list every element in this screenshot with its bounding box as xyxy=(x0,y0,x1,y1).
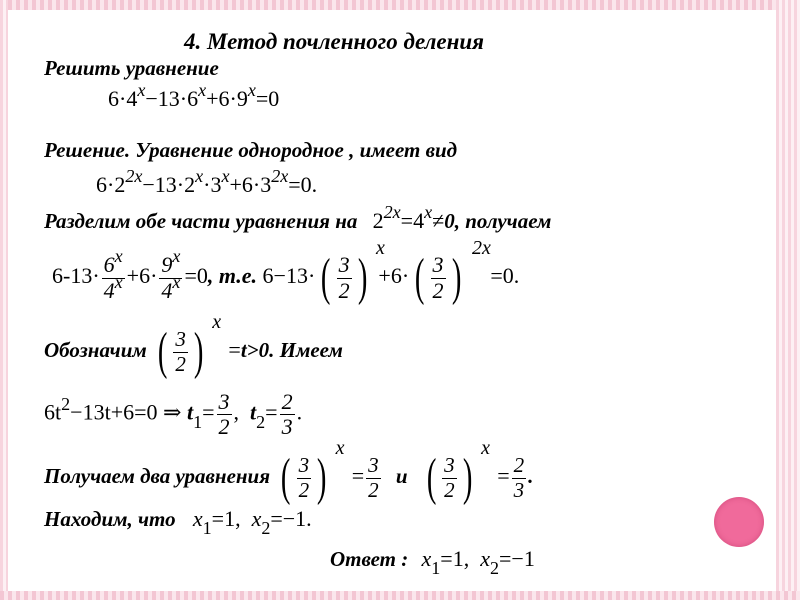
decorative-frame-left xyxy=(0,0,8,600)
get-two-text: Получаем два уравнения xyxy=(44,463,271,488)
divided-equation: 6-13· $\frac{6^x}{4^x}$ +6· $\frac{9^x}{4^x}$ =0, т.е. 6−13· ( $\frac{3}{2}$ ) x +6· ( $\frac{3}{2}$ ) 2x =0. xyxy=(52,237,520,306)
decorative-frame-top xyxy=(0,0,800,10)
quadratic-equation: $6t^2-13t+6=0$ ⇒ $t_1=$ $\frac{3}{2}$ , $t_2=$ $\frac{2}{3}$ . xyxy=(44,389,303,440)
fraction-6x-4x: $\frac{6^x}{4^x}$ xyxy=(103,246,123,303)
denote-text: Обозначим xyxy=(44,337,147,362)
fraction-9x-4x: $\frac{9^x}{4^x}$ xyxy=(161,246,181,303)
solution-text: Решение. Уравнение однородное , имеет вид xyxy=(44,138,458,162)
decorative-frame-bottom xyxy=(0,591,800,600)
answer-line: Ответ : $x_1=1$, $x_2=-1$ xyxy=(330,546,535,579)
paren-eq1: ( $\frac{3}{2}$ ) x xyxy=(281,437,345,506)
task-label: Решить уравнение xyxy=(44,56,219,80)
find-text: Находим, что xyxy=(44,507,176,531)
slide-title: 4. Метод почленного деления xyxy=(184,29,484,54)
divide-condition: 0, получаем xyxy=(444,209,552,233)
denote-condition: t>0. Имеем xyxy=(240,337,343,362)
homogeneous-equation: $6\cdot 2^{2x}-13\cdot 2^x\cdot 3^x+6\cdot 3^{2x}=0$. xyxy=(96,166,318,197)
find-line: Находим, что $x_1=1$, $x_2=-1$. xyxy=(44,506,312,539)
paren-3-2-2x: ( $\frac{3}{2}$ ) 2x xyxy=(415,237,491,306)
decorative-frame-right xyxy=(776,0,800,600)
paren-3-2-x-t: ( $\frac{3}{2}$ ) x xyxy=(157,311,222,380)
paren-3-2-x: ( $\frac{3}{2}$ ) x xyxy=(321,237,385,306)
two-equations-line: Получаем два уравнения ( $\frac{3}{2}$ ) x = $\frac{3}{2}$ и ( $\frac{3}{2}$ ) x = $\frac{2}{3}$ . xyxy=(44,437,534,506)
denote-line: Обозначим ( $\frac{3}{2}$ ) x =t>0. Имеем xyxy=(44,311,343,380)
divide-text: Разделим обе части уравнения на xyxy=(44,209,358,233)
paren-eq2: ( $\frac{3}{2}$ ) x xyxy=(426,437,490,506)
answer-label: Ответ : xyxy=(330,547,409,571)
divisor-expression: $2^{2x}=4^x\ne$ xyxy=(372,202,445,233)
decorative-pink-circle xyxy=(714,497,764,547)
divide-line xyxy=(44,202,552,233)
main-equation: $6\cdot 4^x-13\cdot 6^x+6\cdot 9^x=0$ xyxy=(108,80,280,111)
